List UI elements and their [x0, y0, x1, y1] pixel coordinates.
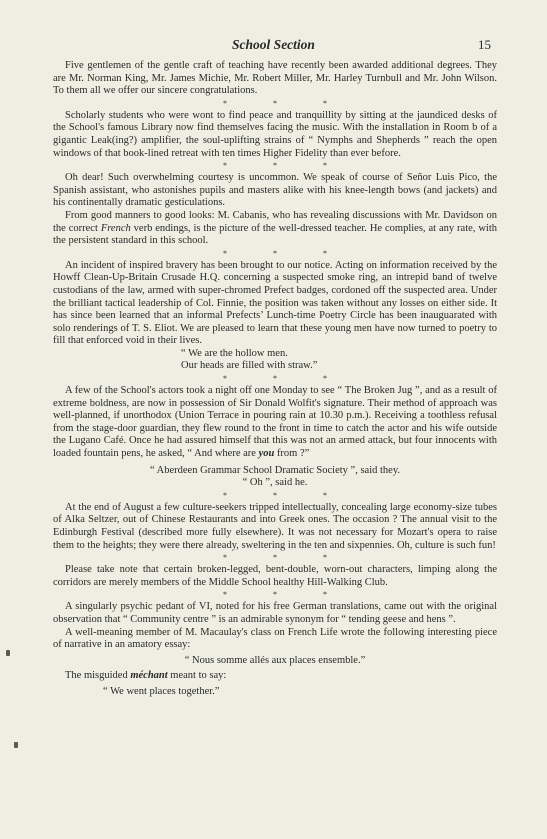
quote-french-sentence: “ Nous somme allés aux places ensemble.” — [184, 654, 366, 666]
text-run: meant to say: — [167, 670, 227, 682]
page-number: 15 — [478, 37, 491, 52]
article-body — [53, 60, 497, 699]
quote-hollow-men-line1: “ We are the hollow men. — [181, 347, 288, 359]
running-head: School Section — [232, 37, 315, 52]
text-run: From good manners to good looks: M. Cabanis, who has revealing discussions with Mr. Davidson on the correct — [53, 209, 497, 234]
emphasis-you: you — [258, 448, 275, 460]
text-run: A few of the School's actors took a night off one Monday to see “ The Broken Jug ”, and as a result of extreme boldness, are now in possession of Sir Donald Wolfit's signature. Their method of approach was well-planned, if unorthodox (Union Terrace in pouring rain at 10.30 p.m.). Receiving a toothless refusal from the stage-door guardian, they flew round to the front in time to catch the actor and his wife outside the Lugano Café. Once he had assured himself that this was not an armed attack, but four innocents with loaded fountain pens, he asked, “ And where are — [53, 385, 497, 460]
text-run: verb endings, is the picture of the well-dressed teacher. He complies, at any rate, with the persistent standard in this school. — [53, 222, 497, 247]
section-separator: * * * — [223, 490, 349, 500]
paragraph-courtesy: Oh dear! Such overwhelming courtesy is uncommon. We speak of course of Señor Luis Pico, the Spanish assistant, who astonishes pupils and masters alike with his knee-length bows (and jackets) and his continentally dramatic gesticulations. — [53, 172, 497, 209]
section-separator: * * * — [223, 590, 349, 600]
paragraph-french-class: A well-meaning member of M. Macaulay's class on French Life wrote the following interesting piece of narrative in an amatory essay: — [53, 626, 497, 651]
section-separator: * * * — [223, 553, 349, 563]
quote-oh-said-he: “ Oh ”, said he. — [242, 477, 308, 489]
quote-went-places: “ We went places together.” — [103, 685, 220, 697]
paragraph-good-looks — [53, 210, 497, 248]
section-separator: * * * — [223, 374, 349, 384]
quote-dramatic-society: “ Aberdeen Grammar School Dramatic Society ”, said they. — [149, 464, 401, 476]
paragraph-bravery: An incident of inspired bravery has been brought to our notice. Acting on information received by the Howff Clean-Up-Britain Crusade H.Q. concerning a suspected smoke ring, an intrepid band of twelve custodians of the law, armed with super-chromed Prefect badges, cordoned off the suspected area. Under the brilliant tactical leadership of Col. Finnie, the position was taken without any losses on either side. It has since been learned that an informal Prefects’ Lunch-time Poetry Circle has been inauguarated with solo renderings of T. S. Eliot. We are pleased to learn that these young men have now turned to poetry to fill that enforced void in their lives. — [53, 259, 497, 347]
emphasis-french: French — [100, 222, 131, 234]
emphasis-mechant: méchant — [130, 670, 168, 682]
quote-hollow-men-line2: Our heads are filled with straw.” — [181, 360, 318, 372]
paragraph-hill-walking: Please take note that certain broken-legged, bent-double, worn-out characters, limping along the corridors are merely members of the Middle School healthy Hill-Walking Club. — [53, 564, 497, 588]
section-separator: * * * — [223, 161, 349, 171]
paragraph-actors — [53, 385, 497, 461]
section-separator: * * * — [223, 248, 349, 258]
paragraph-library: Scholarly students who were wont to find peace and tranquillity by sitting at the jaundiced desks of the School's famous Library now find themselves facing the music. With the installation in Room b of a gigantic Leak(ing?) amplifier, the soul-uplifting strains of “ Nymphs and Shepherds ” reach the open windows of that book-lined retreat with ten times Higher Fidelity than ever before. — [53, 109, 497, 159]
page-header — [0, 37, 547, 57]
paragraph-festival: At the end of August a few culture-seekers tripped intellectually, concealing large economy-size tubes of Alka Seltzer, out of Chinese Restaurants and into Greek ones. The occasion ? The annual visit to the Edinburgh Festival (described more fully elsewhere). It was not necessary for Mozart's opera to raise them to the heights; they were there already, sweltering in the ten and sixpennies. Oh, culture is such fun! — [53, 501, 497, 551]
margin-mark — [14, 742, 18, 748]
text-run: from ?” — [274, 448, 310, 460]
margin-mark — [6, 650, 10, 656]
paragraph-pedant: A singularly psychic pedant of VI, noted for his free German translations, came out with the original observation that “ Community centre ” is an admirable synonym for “ tending geese and hens ”. — [53, 601, 497, 625]
text-run: The misguided — [65, 670, 131, 682]
paragraph-degrees: Five gentlemen of the gentle craft of teaching have recently been awarded additional degrees. They are Mr. Norman King, Mr. James Michie, Mr. Robert Miller, Mr. Harley Turnbull and Mr. John Wilson. To them all we offer our sincere congratulations. — [53, 60, 497, 97]
section-separator: * * * — [223, 98, 349, 108]
paragraph-misguided — [53, 670, 497, 683]
